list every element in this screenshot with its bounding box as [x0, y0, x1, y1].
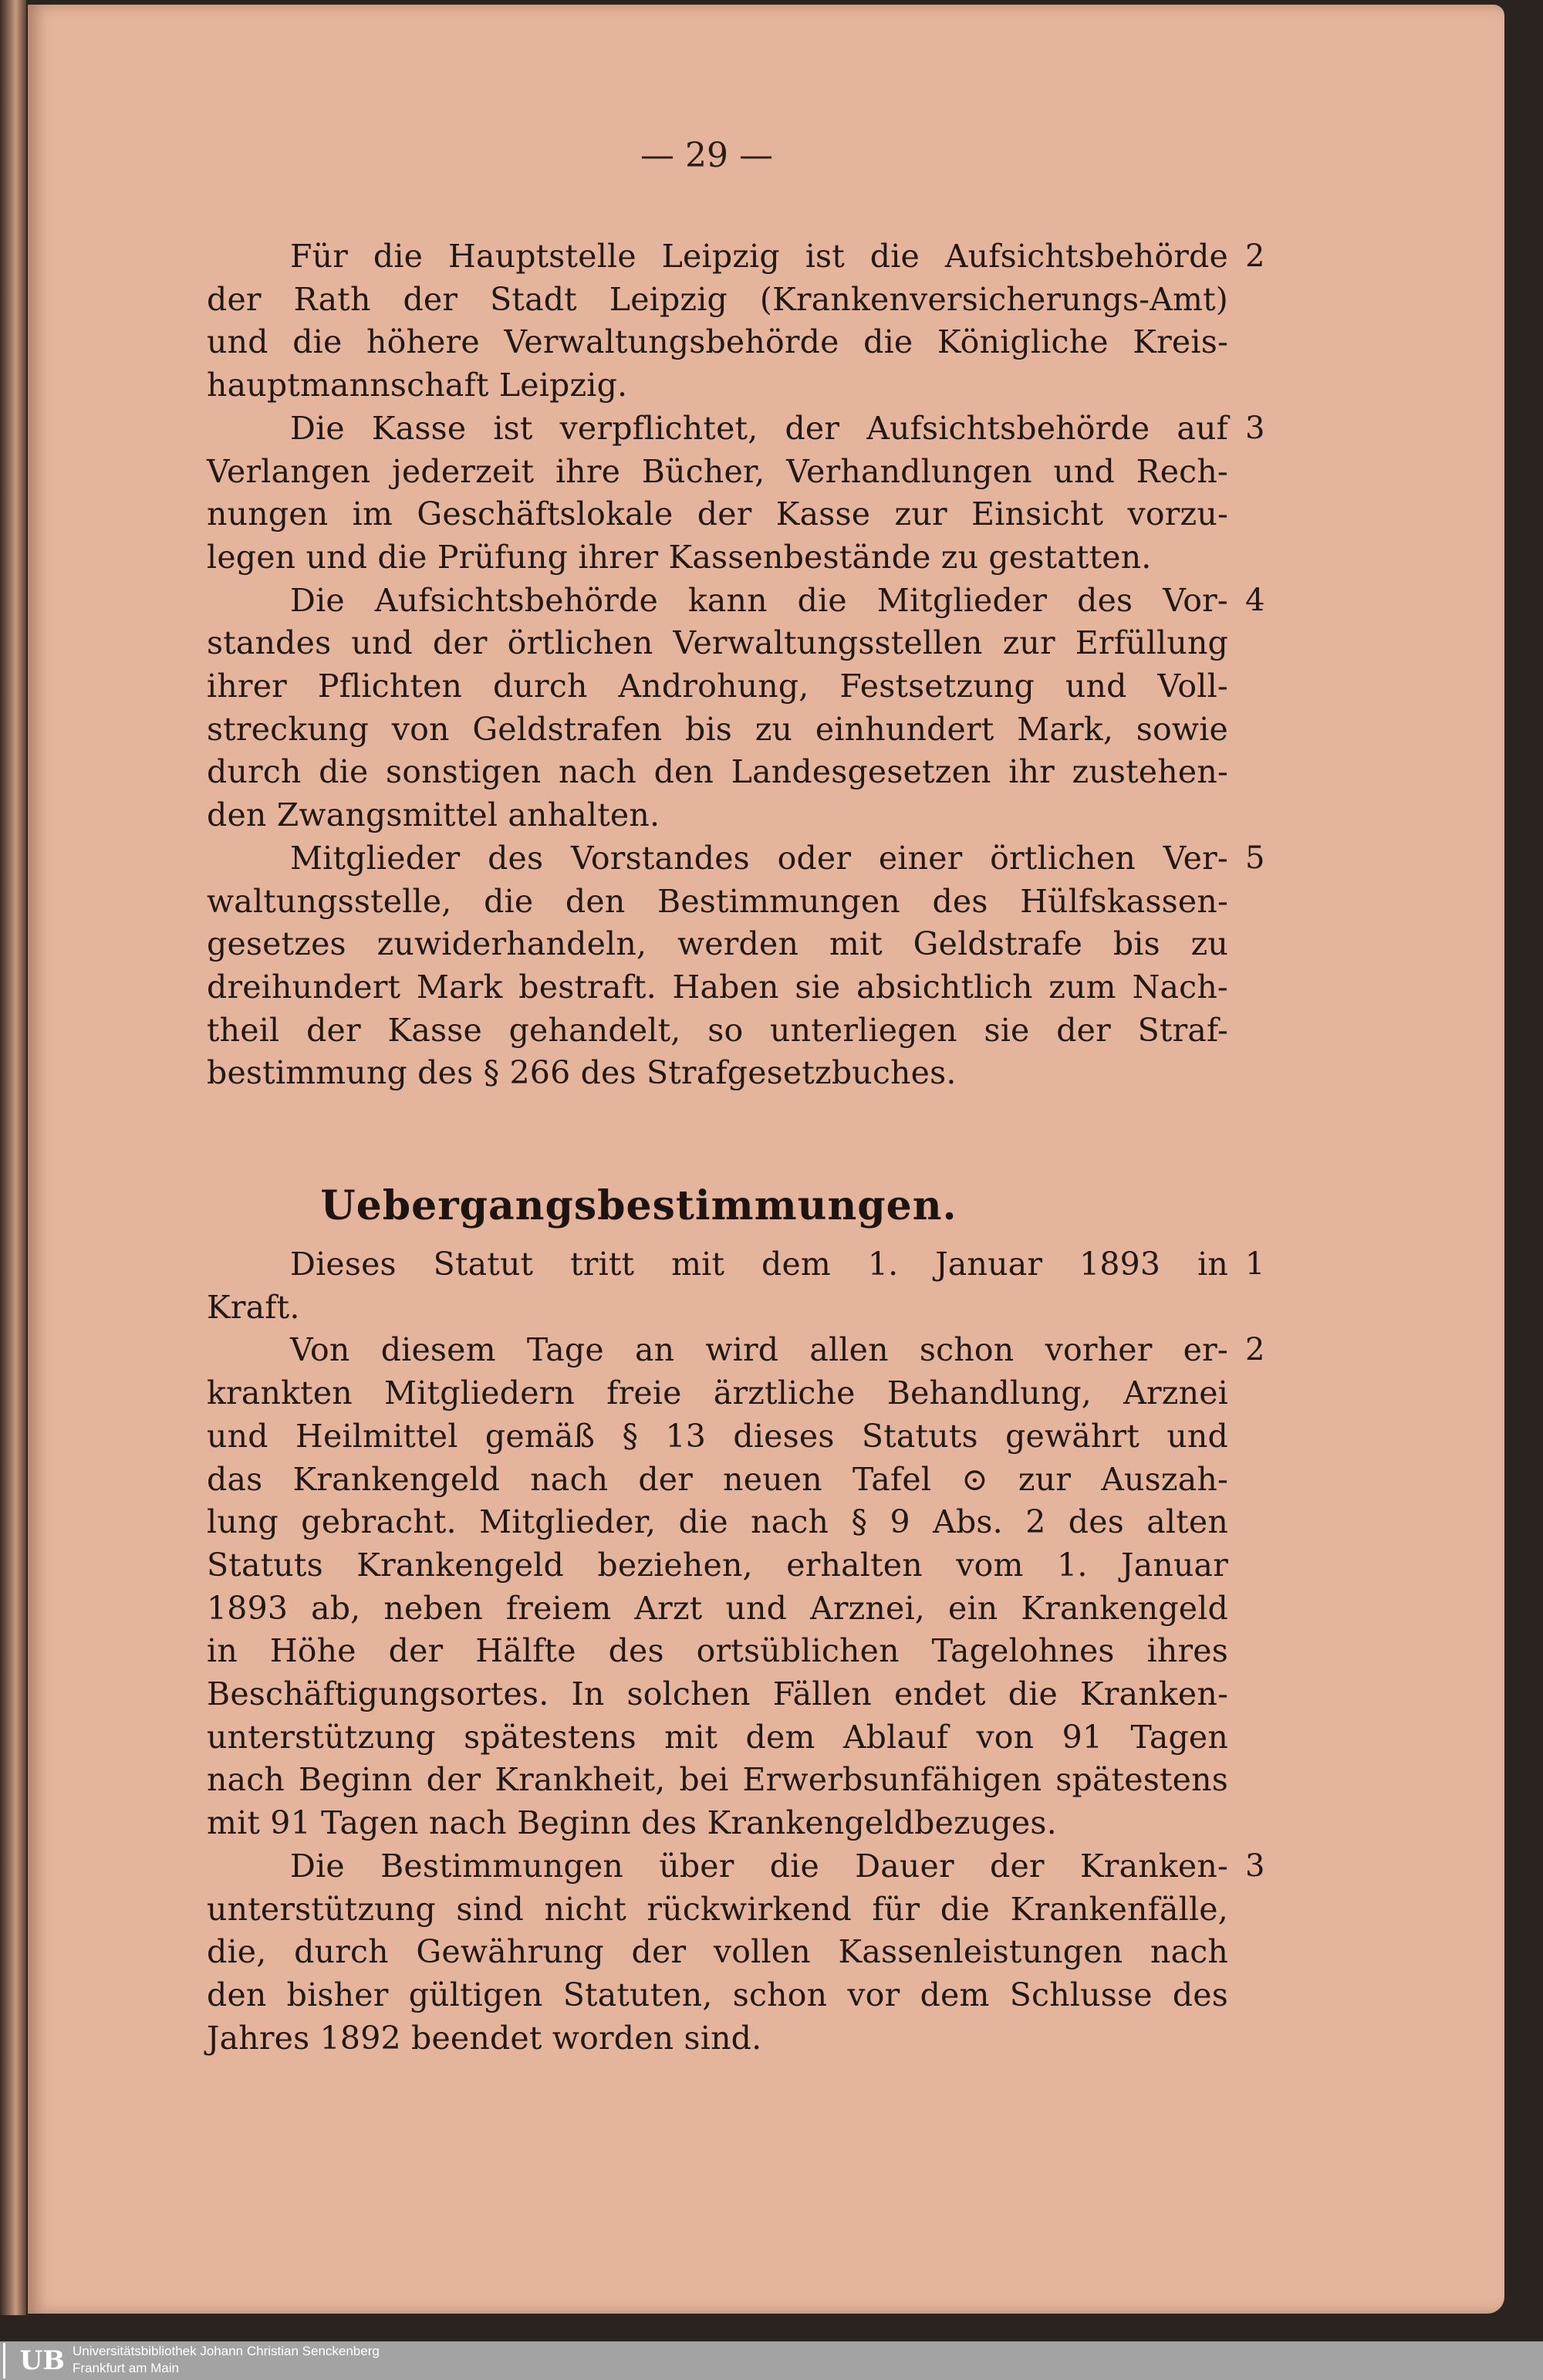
text-line: Statuts Krankengeld beziehen, erhalten vom 1. Januar [207, 1546, 1228, 1584]
text-line: gesetzes zuwiderhandeln, werden mit Geldstrafe bis zu [207, 925, 1228, 963]
text-line: Kraft. [207, 1288, 300, 1326]
text-line: theil der Kasse gehandelt, so unterliegen sie der Straf- [207, 1011, 1228, 1049]
text-line: Die Kasse ist verpflichtet, der Aufsichtsbehörde auf [290, 409, 1228, 447]
text-line: standes und der örtlichen Verwaltungsstellen zur Erfüllung [207, 624, 1228, 662]
text-line: 1893 ab, neben freiem Arzt und Arznei, ein Krankengeld [207, 1589, 1228, 1627]
text-line: Die Aufsichtsbehörde kann die Mitglieder des Vor- [290, 581, 1228, 619]
text-line: den Zwangsmittel anhalten. [207, 796, 660, 834]
paragraph-margin-number: 4 [1245, 582, 1265, 618]
text-line: bestimmung des § 266 des Strafgesetzbuches. [207, 1054, 957, 1092]
paragraph-margin-number: 2 [1245, 1332, 1265, 1368]
text-line: den bisher gültigen Statuten, schon vor dem Schlusse des [207, 1976, 1228, 2013]
text-line: unterstützung sind nicht rückwirkend für die Krankenfälle, [207, 1890, 1228, 1928]
section-heading: Uebergangsbestimmungen. [320, 1182, 957, 1229]
text-line: streckung von Geldstrafen bis zu einhundert Mark, sowie [207, 710, 1228, 748]
paragraph-margin-number: 5 [1245, 840, 1265, 876]
library-footer [0, 2341, 1543, 2380]
paragraph-margin-number: 1 [1245, 1246, 1265, 1282]
institution-name: Universitätsbibliothek Johann Christian Senckenberg [73, 2344, 380, 2358]
text-line: krankten Mitgliedern freie ärztliche Behandlung, Arznei [207, 1374, 1228, 1412]
text-line: mit 91 Tagen nach Beginn des Krankengeldbezuges. [207, 1804, 1057, 1842]
text-line: waltungsstelle, die den Bestimmungen des Hülfskassen- [207, 882, 1228, 920]
text-line: Mitglieder des Vorstandes oder einer örtlichen Ver- [290, 839, 1228, 877]
text-line: Von diesem Tage an wird allen schon vorher er- [290, 1331, 1228, 1369]
page-number: — 29 — [640, 136, 773, 175]
text-line: Für die Hauptstelle Leipzig ist die Aufsichtsbehörde [290, 238, 1228, 275]
paragraph-margin-number: 2 [1245, 238, 1265, 274]
text-line: Die Bestimmungen über die Dauer der Kranken- [290, 1847, 1228, 1885]
text-line: in Höhe der Hälfte des ortsüblichen Tagelohnes ihres [207, 1632, 1228, 1670]
library-logo: UB [3, 2343, 66, 2378]
text-line: dreihundert Mark bestraft. Haben sie absichtlich zum Nach- [207, 968, 1228, 1006]
text-line: Beschäftigungsortes. In solchen Fällen endet die Kranken- [207, 1675, 1228, 1712]
document-page [28, 5, 1504, 2314]
facing-page-edge [0, 0, 26, 2315]
institution-location: Frankfurt am Main [73, 2361, 179, 2375]
text-line: die, durch Gewährung der vollen Kassenleistungen nach [207, 1933, 1228, 1971]
text-line: und die höhere Verwaltungsbehörde die Königliche Kreis- [207, 323, 1228, 361]
text-line: das Krankengeld nach der neuen Tafel ⊙ zur Auszah- [207, 1460, 1228, 1498]
paragraph-margin-number: 3 [1245, 410, 1265, 446]
text-line: der Rath der Stadt Leipzig (Krankenversicherungs-Amt) [207, 280, 1228, 318]
text-line: unterstützung spätestens mit dem Ablauf von 91 Tagen [207, 1718, 1228, 1756]
text-line: Verlangen jederzeit ihre Bücher, Verhandlungen und Rech- [207, 452, 1228, 490]
text-line: ihrer Pflichten durch Androhung, Festsetzung und Voll- [207, 668, 1228, 705]
text-line: hauptmannschaft Leipzig. [207, 367, 628, 404]
text-line: Jahres 1892 beendet worden sind. [207, 2019, 762, 2057]
text-line: nungen im Geschäftslokale der Kasse zur Einsicht vorzu- [207, 495, 1228, 533]
text-line: durch die sonstigen nach den Landesgesetzen ihr zustehen- [207, 753, 1228, 791]
text-line: Dieses Statut tritt mit dem 1. Januar 1893 in [290, 1246, 1228, 1283]
text-line: lung gebracht. Mitglieder, die nach § 9 Abs. 2 des alten [207, 1503, 1228, 1541]
text-line: nach Beginn der Krankheit, bei Erwerbsunfähigen spätestens [207, 1761, 1228, 1799]
paragraph-margin-number: 3 [1245, 1848, 1265, 1884]
text-line: legen und die Prüfung ihrer Kassenbestände zu gestatten. [207, 538, 1152, 576]
text-line: und Heilmittel gemäß § 13 dieses Statuts gewährt und [207, 1417, 1228, 1455]
